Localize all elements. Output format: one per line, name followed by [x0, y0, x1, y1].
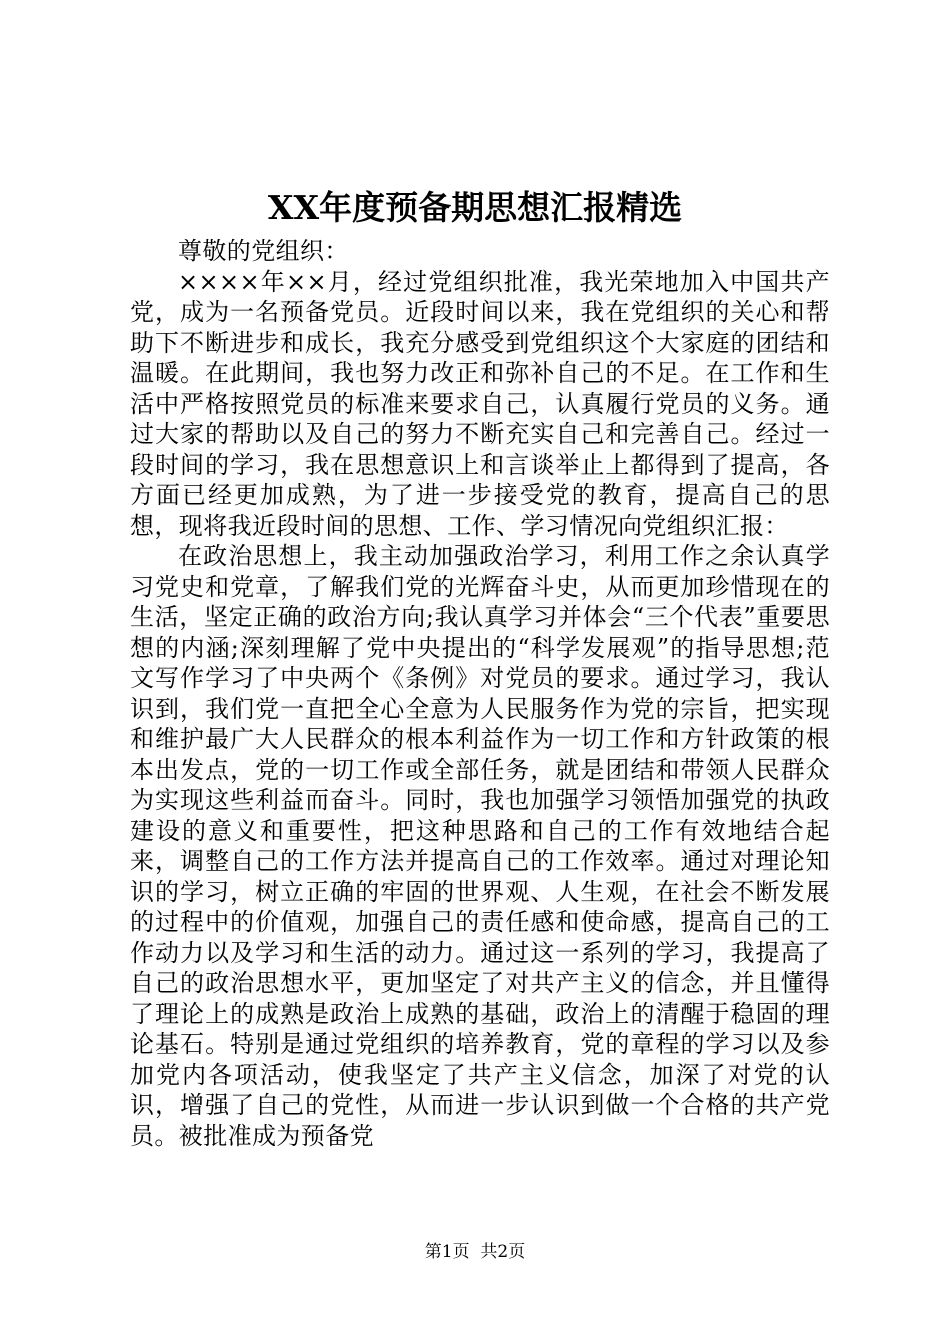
- page-number-total: 共2页: [480, 1242, 526, 1262]
- paragraph-intro: ××××年××月，经过党组织批准，我光荣地加入中国共产党，成为一名预备党员。近段时间以来，我在党组织的关心和帮助下不断进步和成长，我充分感受到党组织这个大家庭的团结和温暖。在此期间，我也努力改正和弥补自己的不足。在工作和生活中严格按照党员的标准来要求自己，认真履行党员的义务。通过大家的帮助以及自己的努力不断充实自己和完善自己。经过一段时间的学习，我在思想意识上和言谈举止上都得到了提高，各方面已经更加成熟，为了进一步接受党的教育，提高自己的思想，现将我近段时间的思想、工作、学习情况向党组织汇报：: [130, 267, 830, 540]
- salutation: 尊敬的党组织：: [178, 237, 349, 265]
- document-title: XX年度预备期思想汇报精选: [267, 188, 683, 227]
- paragraph-political-thought: 在政治思想上，我主动加强政治学习，利用工作之余认真学习党史和党章，了解我们党的光辉奋斗史，从而更加珍惜现在的生活，坚定正确的政治方向;我认真学习并体会“三个代表”重要思想的内涵;深刻理解了党中央提出的“科学发展观”的指导思想;范文写作学习了中央两个《条例》对党员的要求。通过学习，我认识到，我们党一直把全心全意为人民服务作为党的宗旨，把实现和维护最广大人民群众的根本利益作为一切工作和方针政策的根本出发点，党的一切工作或全部任务，就是团结和带领人民群众为实现这些利益而奋斗。同时，我也加强学习领悟加强党的执政建设的意义和重要性，把这种思路和自己的工作有效地结合起来，调整自己的工作方法并提高自己的工作效率。通过对理论知识的学习，树立正确的牢固的世界观、人生观，在社会不断发展的过程中的价值观，加强自己的责任感和使命感，提高自己的工作动力以及学习和生活的动力。通过这一系列的学习，我提高了自己的政治思想水平，更加坚定了对共产主义的信念，并且懂得了理论上的成熟是政治上成熟的基础，政治上的清醒于稳固的理论基石。特别是通过党组织的培养教育，党的章程的学习以及参加党内各项活动，使我坚定了共产主义信念，加深了对党的认识，增强了自己的党性，从而进一步认识到做一个合格的共产党员。被批准成为预备党: [130, 542, 830, 1150]
- page-number-current: 第1页: [424, 1242, 470, 1262]
- document-body: [130, 236, 830, 1151]
- page-footer: [0, 1241, 950, 1263]
- footer-spacer: [470, 1242, 481, 1262]
